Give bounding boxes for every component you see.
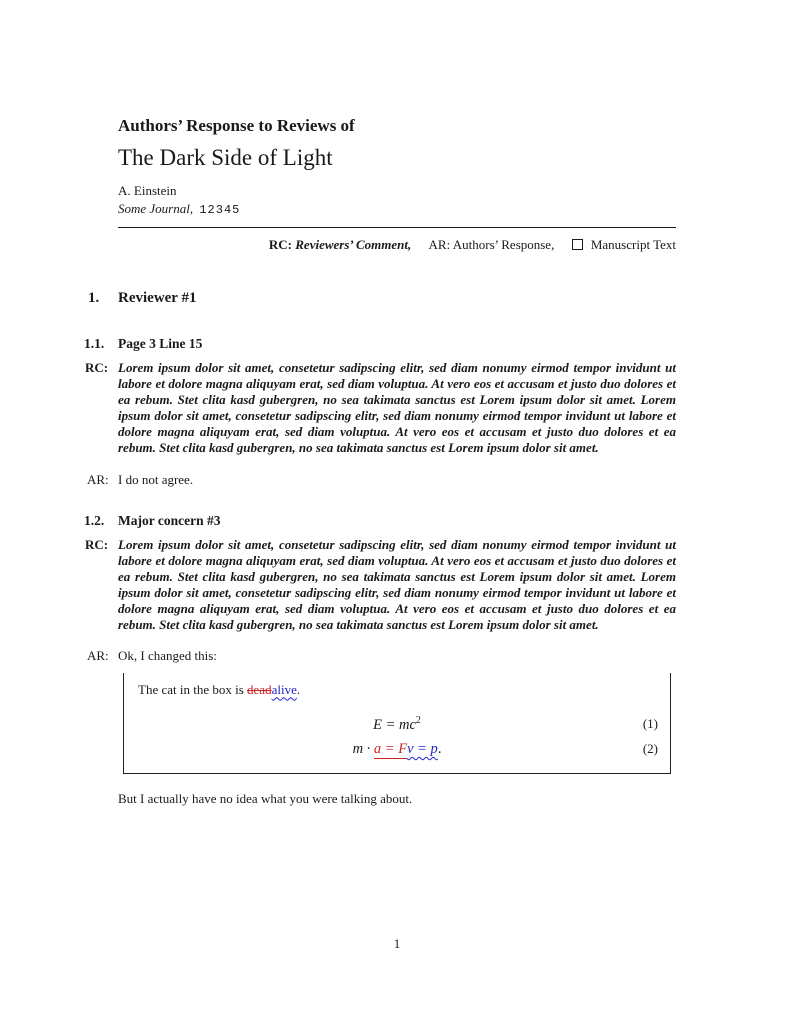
author-response-2 xyxy=(87,648,676,664)
document-content xyxy=(84,0,676,807)
author-name: A. Einstein xyxy=(118,183,177,199)
manuscript-quote-box xyxy=(123,673,671,774)
equation-1-expression: E = mc xyxy=(373,717,416,734)
ar-label: AR: xyxy=(87,648,109,664)
equation-1-number: (1) xyxy=(642,715,658,731)
reviewer-comment-1 xyxy=(85,360,676,456)
author-response-1 xyxy=(87,472,676,488)
ar-text: Ok, I changed this: xyxy=(118,648,217,664)
subsection-number: 1.1. xyxy=(84,336,105,352)
journal-name: Some Journal, xyxy=(118,200,194,216)
legend-rc xyxy=(269,237,415,252)
legend-manuscript-text: Manuscript Text xyxy=(590,237,676,253)
rc-label: RC: xyxy=(85,537,109,553)
subsection-number: 1.2. xyxy=(84,513,105,529)
subsection-title: Page 3 Line 15 xyxy=(118,336,203,352)
closing-remark: But I actually have no idea what you were talking about. xyxy=(118,791,413,807)
equation-2-prefix: m · xyxy=(352,741,374,758)
divider-rule xyxy=(118,227,676,228)
legend-ar xyxy=(429,237,558,252)
rc-label: RC: xyxy=(85,360,109,376)
legend-ar-label: AR: xyxy=(428,237,451,253)
changed-sentence xyxy=(124,682,670,698)
equation-1 xyxy=(124,715,670,736)
subsection-heading-2 xyxy=(84,513,676,529)
deleted-word: dead xyxy=(247,682,272,698)
reviewer-comment-2 xyxy=(85,537,676,633)
paper-title: The Dark Side of Light xyxy=(118,144,333,170)
legend-line xyxy=(118,237,676,253)
ar-text: I do not agree. xyxy=(118,472,194,488)
manuscript-id: 12345 xyxy=(199,202,241,217)
equation-2-added: v = p xyxy=(407,741,438,758)
equation-2-number: (2) xyxy=(642,741,658,757)
legend-manuscript xyxy=(572,237,676,252)
added-word: alive xyxy=(271,682,297,698)
subsection-heading-1 xyxy=(84,336,676,352)
equation-2-deleted: a = F xyxy=(373,741,408,758)
equation-2 xyxy=(124,740,670,759)
journal-line xyxy=(118,201,676,217)
section-number: 1. xyxy=(88,290,100,307)
ar-label: AR: xyxy=(87,472,109,488)
subsection-title: Major concern #3 xyxy=(118,513,221,529)
section-heading xyxy=(88,289,676,307)
legend-ar-text: Authors’ Response, xyxy=(452,237,555,253)
equation-1-exponent: 2 xyxy=(415,715,421,727)
sentence-prefix: The cat in the box is xyxy=(138,682,248,698)
legend-rc-text: Reviewers’ Comment, xyxy=(295,237,412,253)
section-title: Reviewer #1 xyxy=(118,290,197,307)
sentence-suffix: . xyxy=(296,682,301,698)
page-number: 1 xyxy=(393,936,401,951)
response-title: Authors’ Response to Reviews of xyxy=(118,116,355,135)
equation-1-body xyxy=(373,717,421,733)
rc-text: Lorem ipsum dolor sit amet, consetetur sadipscing elitr, sed diam nonumy eirmod tempor invidunt ut labore et dolore magna aliquyam erat, sed diam voluptua. At vero eos et accusam et justo duo dolores et ea rebum. Stet clita kasd gubergren, no sea takimata sanctus est Lorem ipsum dolor sit amet. Lorem ipsum dolor sit amet, consetetur sadipscing elitr, sed diam nonumy eirmod tempor invidunt ut labore et dolore magna aliquyam erat, sed diam voluptua. At vero eos et accusam et justo duo dolores et ea rebum. Stet clita kasd gubergren, no sea takimata sanctus est Lorem ipsum dolor sit amet. xyxy=(118,360,676,456)
legend-rc-label: RC: xyxy=(268,237,292,253)
equation-2-suffix: . xyxy=(437,741,442,758)
equation-2-body xyxy=(353,741,442,759)
rc-text: Lorem ipsum dolor sit amet, consetetur sadipscing elitr, sed diam nonumy eirmod tempor invidunt ut labore et dolore magna aliquyam erat, sed diam voluptua. At vero eos et accusam et justo duo dolores et ea rebum. Stet clita kasd gubergren, no sea takimata sanctus est Lorem ipsum dolor sit amet. Lorem ipsum dolor sit amet, consetetur sadipscing elitr, sed diam nonumy eirmod tempor invidunt ut labore et dolore magna aliquyam erat, sed diam voluptua. At vero eos et accusam et justo duo dolores et ea rebum. Stet clita kasd gubergren, no sea takimata sanctus est Lorem ipsum dolor sit amet. xyxy=(118,537,676,633)
checkbox-icon xyxy=(572,239,583,250)
